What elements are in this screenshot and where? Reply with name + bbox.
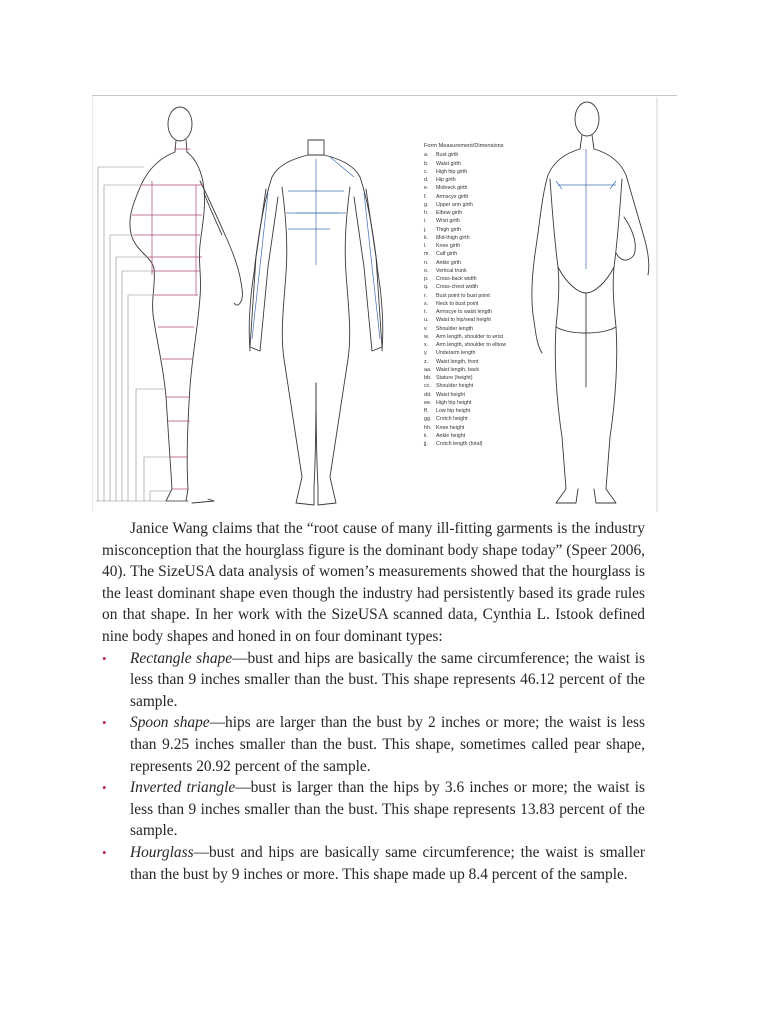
legend-label: High hip girth [436,168,468,175]
bullet-icon: • [102,650,107,666]
legend-key: q. [424,284,429,291]
legend-key: bb. [424,375,432,381]
legend-item [420,382,535,390]
legend-item [420,374,535,382]
legend-item [420,209,535,217]
legend-label: Shoulder height [436,383,474,390]
legend-key: n. [424,259,429,266]
legend-label: Ankle height [436,432,466,439]
legend-key: x. [424,342,429,348]
shape-description: —bust and hips are basically same circumference; the waist is smaller than the bust by 9 inches or more. This shape made up 8.4 percent of the sample. [130,843,645,883]
bullet-icon: • [102,715,107,731]
shape-description: —hips are larger than the bust by 2 inches or more; the waist is less than 9.25 inches smaller than the bust. This shape, sometimes called pear shape, represents 20.92 percent of the sample. [130,714,646,775]
legend-label: Elbow girth [436,210,463,216]
body-shape-list [102,648,645,886]
legend-key: ff. [424,408,429,414]
legend-label: Vertical trunk [436,267,467,274]
legend-item [420,358,535,366]
legend-key: ii. [424,432,428,439]
shape-name: Spoon shape [130,714,210,732]
legend-label: Waist length, front [436,358,479,365]
legend-key: t. [424,309,427,315]
legend-label: Waist height [436,391,465,398]
legend-key: m. [424,251,430,258]
legend-item [420,432,535,440]
legend-key: z. [424,358,429,365]
top-rule [92,95,677,96]
figure-illustrations [92,97,677,512]
legend-item [420,217,535,225]
list-item [102,842,645,885]
front-form-measurement-lines [252,157,380,339]
legend-label: Hip girth [436,177,456,183]
legend-item [420,176,535,184]
side-view-height-lines [96,167,188,501]
legend-key: r. [424,292,427,299]
legend-item [420,341,535,349]
legend-item [420,151,535,159]
shape-description: —bust and hips are basically the same circumference; the waist is less than 9 inches smaller than the bust. This shape represents 46.12 percent of the sample. [130,649,645,710]
legend-list [420,151,535,448]
legend-key: l. [424,243,427,249]
legend-key: j. [424,226,427,233]
legend-label: Crotch height [436,416,468,423]
legend-key: e. [424,185,429,192]
legend-item [420,308,535,316]
legend-item [420,391,535,399]
list-item [102,777,645,842]
legend-item [420,184,535,192]
legend-label: Waist girth [436,160,461,167]
legend-key: w. [424,333,430,340]
legend-key: jj. [424,441,428,447]
shape-name: Rectangle shape [130,649,233,667]
legend-key: o. [424,267,429,274]
shape-description: —bust is larger than the hips by 3.6 inches or more; the waist is less than 9 inches smaller than the bust. This shape represents 13.83 percent of the sample. [130,779,645,840]
legend-item [420,250,535,258]
legend-item [420,234,535,242]
legend-title: Form Measurement/Dimensions [424,143,504,149]
legend-label: Crotch length (total) [436,441,483,447]
legend-item [420,168,535,176]
legend-label: Neck to bust point [436,300,479,307]
list-item [102,648,645,713]
back-view-measurement-lines [556,149,616,269]
legend-item [420,440,535,448]
legend-label: Waist to hip/seat height [436,317,491,324]
body-text [102,518,645,885]
legend-item [420,201,535,209]
legend-label: Thigh girth [436,226,462,233]
legend-key: g. [424,201,429,208]
list-item [102,712,645,777]
legend-item [420,407,535,415]
legend-label: Underarm length [436,350,476,357]
legend-key: d. [424,177,429,183]
legend-item [420,366,535,374]
legend-key: aa. [424,366,432,373]
side-view-measurement-lines [132,149,204,489]
legend-item [420,333,535,341]
legend-label: Low hip height [436,408,471,414]
legend-key: s. [424,300,429,307]
measurement-legend [420,142,535,448]
legend-key: p. [424,276,429,282]
legend-label: Bust point to bust point [436,292,490,299]
legend-label: Mid-thigh girth [436,234,470,241]
legend-label: Waist length, back [436,366,480,373]
back-view-figure [532,102,649,503]
legend-item [420,193,535,201]
legend-item [420,349,535,357]
legend-label: Armscye girth [436,193,469,200]
legend-item [420,267,535,275]
figure-panel-borders [92,97,657,512]
legend-item [420,316,535,324]
legend-key: cc. [424,383,431,390]
legend-label: Stature (height) [436,375,473,381]
legend-label: Cross-chest width [436,284,479,291]
legend-item [420,259,535,267]
legend-item [420,283,535,291]
legend-key: dd. [424,391,432,398]
legend-label: Knee height [436,424,465,431]
intro-paragraph: Janice Wang claims that the “root cause of many ill-fitting garments is the industry misconception that the hourglass figure is the dominant body shape today” (Speer 2006, 40). The SizeUSA data analysis of women’s measurements showed that the hourglass is the least dominant shape even though the industry had persistently based its grade rules on that shape. In her work with the SizeUSA scanned data, Cynthia L. Istook defined nine body shapes and honed in on four dominant types: [102,520,645,645]
legend-key: u. [424,317,429,324]
legend-label: High hip height [436,399,472,406]
legend-key: y. [424,350,428,357]
legend-item [420,275,535,283]
legend-item [420,242,535,250]
legend-label: Bust girth [436,152,459,159]
side-view-figure [130,107,242,503]
legend-item [420,160,535,168]
legend-key: v. [424,325,428,332]
legend-key: i. [424,218,427,225]
legend-label: Midneck girth [436,185,468,192]
legend-key: ee. [424,399,432,406]
legend-label: Knee girth [436,243,461,249]
legend-item [420,226,535,234]
legend-label: Arm length, shoulder to elbow [436,342,507,348]
legend-key: k. [424,234,429,241]
legend-label: Upper arm girth [436,201,473,208]
shape-name: Hourglass [130,843,194,861]
legend-key: c. [424,168,429,175]
legend-key: a. [424,152,429,159]
legend-label: Armscye to waist length [436,309,492,315]
legend-label: Shoulder length [436,325,474,332]
legend-key: gg. [424,416,432,423]
legend-item [420,325,535,333]
legend-label: Ankle girth [436,259,462,266]
legend-item [420,424,535,432]
legend-key: f. [424,193,427,200]
legend-label: Arm length, shoulder to wrist [436,333,504,340]
bullet-icon: • [102,780,107,796]
legend-key: h. [424,210,429,216]
body-measurement-figure [92,97,677,512]
legend-key: b. [424,160,429,167]
legend-label: Wrist girth [436,218,460,225]
shape-name: Inverted triangle [130,779,236,797]
legend-item [420,292,535,300]
legend-item [420,399,535,407]
legend-key: hh. [424,424,432,431]
legend-label: Calf girth [436,251,458,258]
legend-item [420,300,535,308]
legend-label: Cross-back width [436,276,477,282]
bullet-icon: • [102,844,107,860]
legend-item [420,415,535,423]
